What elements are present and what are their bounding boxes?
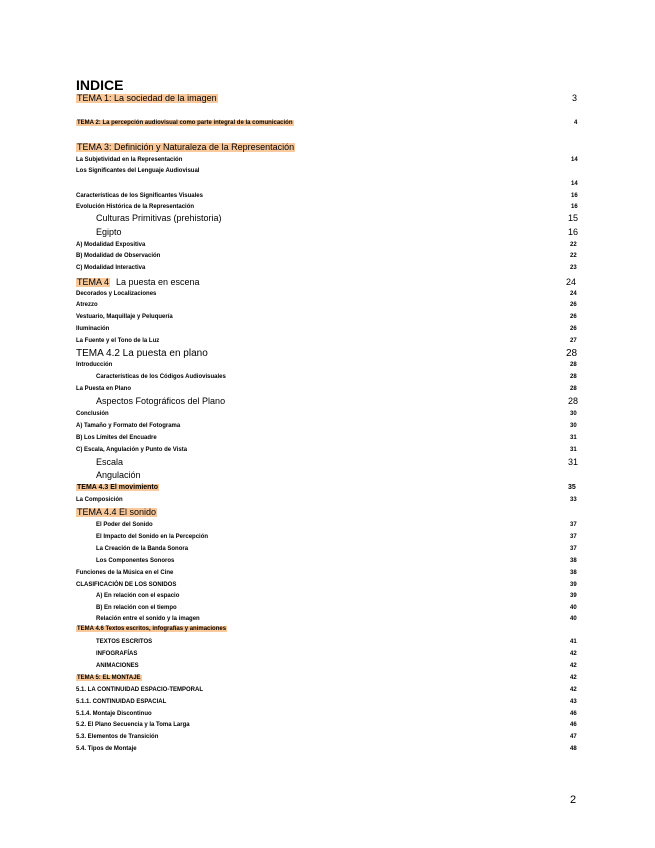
toc-entry-page: 30: [570, 423, 577, 429]
toc-entry-page: 14: [571, 181, 578, 187]
toc-entry-label: Angulación: [96, 470, 141, 480]
index-title: INDICE: [76, 77, 124, 93]
toc-entry-label: Características de los Códigos Audiovisuales: [96, 374, 226, 380]
toc-entry-label: TEMA 4.3 El movimiento: [77, 484, 159, 491]
page-number: 2: [570, 794, 577, 806]
toc-entry-label: C) Modalidad Interactiva: [76, 265, 146, 271]
toc-entry-page: 47: [570, 734, 577, 740]
toc-entry-page: 42: [570, 687, 577, 693]
toc-entry-label: Los Significantes del Lenguaje Audiovisual: [76, 168, 200, 174]
toc-entry-page: 16: [571, 193, 578, 199]
toc-entry-page: 16: [571, 204, 578, 210]
toc-entry-page: 42: [570, 663, 577, 669]
toc-entry-page: 15: [568, 213, 579, 223]
toc-entry-label: A) En relación con el espacio: [96, 593, 180, 599]
toc-entry-page: 37: [570, 522, 577, 528]
toc-entry-label: 5.2. El Plano Secuencia y la Toma Larga: [76, 722, 190, 728]
toc-entry-label: B) Los Límites del Encuadre: [76, 435, 157, 441]
toc-entry-page: 22: [570, 242, 577, 248]
toc-entry-page: 46: [570, 711, 577, 717]
toc-entry-page: 28: [568, 396, 579, 406]
toc-entry-label: TEMA 4.4 El sonido: [77, 507, 157, 517]
toc-entry-label: TEMA 4.2 La puesta en plano: [76, 348, 208, 359]
toc-entry-page: 3: [572, 93, 578, 103]
toc-entry-page: 4: [574, 120, 578, 126]
toc-entry-page: 31: [570, 435, 577, 441]
toc-entry-label: INFOGRAFÍAS: [96, 651, 138, 657]
toc-entry-page: 37: [570, 546, 577, 552]
toc-entry-page: 42: [570, 675, 577, 681]
toc-entry-label: B) En relación con el tiempo: [96, 605, 177, 611]
toc-entry-label: Introducción: [76, 362, 113, 368]
toc-entry-label: El Poder del Sonido: [96, 522, 153, 528]
toc-entry-page: 26: [570, 326, 577, 332]
toc-entry-label: Iluminación: [76, 326, 110, 332]
toc-entry-label: 5.1. LA CONTINUIDAD ESPACIO-TEMPORAL: [76, 687, 204, 693]
toc-entry-page: 31: [570, 447, 577, 453]
toc-entry-sublabel: La puesta en escena: [116, 277, 200, 287]
toc-entry-label: El Impacto del Sonido en la Percepción: [96, 534, 209, 540]
toc-entry-label: La Composición: [76, 497, 123, 503]
toc-entry-label: TEMA 2: La percepción audiovisual como parte integral de la comunicación: [77, 120, 293, 126]
toc-entry-page: 22: [570, 253, 577, 259]
toc-entry-page: 33: [570, 497, 577, 503]
toc-entry-page: 38: [570, 570, 577, 576]
toc-entry-label: Escala: [96, 457, 124, 467]
toc-entry-page: 48: [570, 746, 577, 752]
toc-entry-page: 27: [570, 338, 577, 344]
toc-entry-page: 26: [570, 314, 577, 320]
toc-entry-page: 31: [568, 457, 579, 467]
toc-entry-page: 43: [570, 699, 577, 705]
toc-entry-label: A) Modalidad Expositiva: [76, 242, 146, 248]
toc-entry-label: C) Escala, Angulación y Punto de Vista: [76, 447, 188, 453]
toc-entry-page: 39: [570, 582, 577, 588]
toc-entry-page: 39: [570, 593, 577, 599]
toc-entry-page: 26: [570, 302, 577, 308]
toc-entry-label: TEMA 1: La sociedad de la imagen: [77, 93, 217, 103]
toc-entry-page: 38: [570, 558, 577, 564]
toc-entry-label: La Subjetividad en la Representación: [76, 157, 183, 163]
toc-entry-label: TEMA 3: Definición y Naturaleza de la Representación: [77, 142, 295, 152]
toc-entry-label: Decorados y Localizaciones: [76, 291, 157, 297]
toc-entry-label: Funciones de la Música en el Cine: [76, 570, 174, 576]
toc-entry-page: 23: [570, 265, 577, 271]
toc-entry-label: La Fuente y el Tono de la Luz: [76, 338, 160, 344]
toc-entry-label: 5.1.1. CONTINUIDAD ESPACIAL: [76, 699, 167, 705]
toc-entry-label: TEMA 5: EL MONTAJE: [77, 675, 141, 681]
toc-entry-page: 30: [570, 411, 577, 417]
toc-entry-page: 28: [570, 386, 577, 392]
toc-entry-label: 5.1.4. Montaje Discontinuo: [76, 711, 152, 717]
toc-entry-label: Relación entre el sonido y la imagen: [96, 616, 200, 622]
toc-entry-label: 5.3. Elementos de Transición: [76, 734, 159, 740]
toc-entry-label: Evolución Histórica de la Representación: [76, 204, 195, 210]
toc-entry-label: La Puesta en Plano: [76, 386, 132, 392]
toc-entry-page: 28: [570, 374, 577, 380]
toc-entry-label: TEMA 4.6 Textos escritos, infografías y animaciones: [77, 626, 227, 632]
toc-entry-page: 24: [566, 277, 577, 287]
toc-entry-label: TEXTOS ESCRITOS: [96, 639, 153, 645]
toc-entry-label: ANIMACIONES: [96, 663, 139, 669]
toc-entry-label: Vestuario, Maquillaje y Peluquería: [76, 314, 173, 320]
toc-entry-page: 28: [566, 348, 578, 359]
toc-entry-page: 35: [568, 484, 576, 491]
toc-entry-page: 14: [571, 157, 578, 163]
toc-entry-page: 24: [570, 291, 577, 297]
toc-entry-page: 37: [570, 534, 577, 540]
toc-entry-page: 40: [570, 616, 577, 622]
toc-entry-page: 41: [570, 639, 577, 645]
toc-entry-page: 40: [570, 605, 577, 611]
toc-entry-label: B) Modalidad de Observación: [76, 253, 161, 259]
toc-entry-page: 46: [570, 722, 577, 728]
toc-entry-label: CLASIFICACIÓN DE LOS SONIDOS: [76, 582, 177, 588]
toc-entry-label: Egipto: [96, 227, 122, 237]
toc-entry-label: Culturas Primitivas (prehistoria): [96, 213, 222, 223]
toc-entry-label: A) Tamaño y Formato del Fotograma: [76, 423, 181, 429]
toc-entry-label: La Creación de la Banda Sonora: [96, 546, 189, 552]
toc-entry-label: Aspectos Fotográficos del Plano: [96, 396, 226, 406]
toc-entry-label: TEMA 4: [77, 277, 110, 287]
toc-entry-label: Los Componentes Sonoros: [96, 558, 175, 564]
toc-entry-label: Conclusión: [76, 411, 109, 417]
toc-entry-label: 5.4. Tipos de Montaje: [76, 746, 137, 752]
toc-entry-page: 42: [570, 651, 577, 657]
toc-entry-page: 16: [568, 227, 579, 237]
toc-entry-page: 28: [570, 362, 577, 368]
toc-entry-label: Atrezzo: [76, 302, 98, 308]
toc-entry-label: Características de los Significantes Visuales: [76, 193, 203, 199]
